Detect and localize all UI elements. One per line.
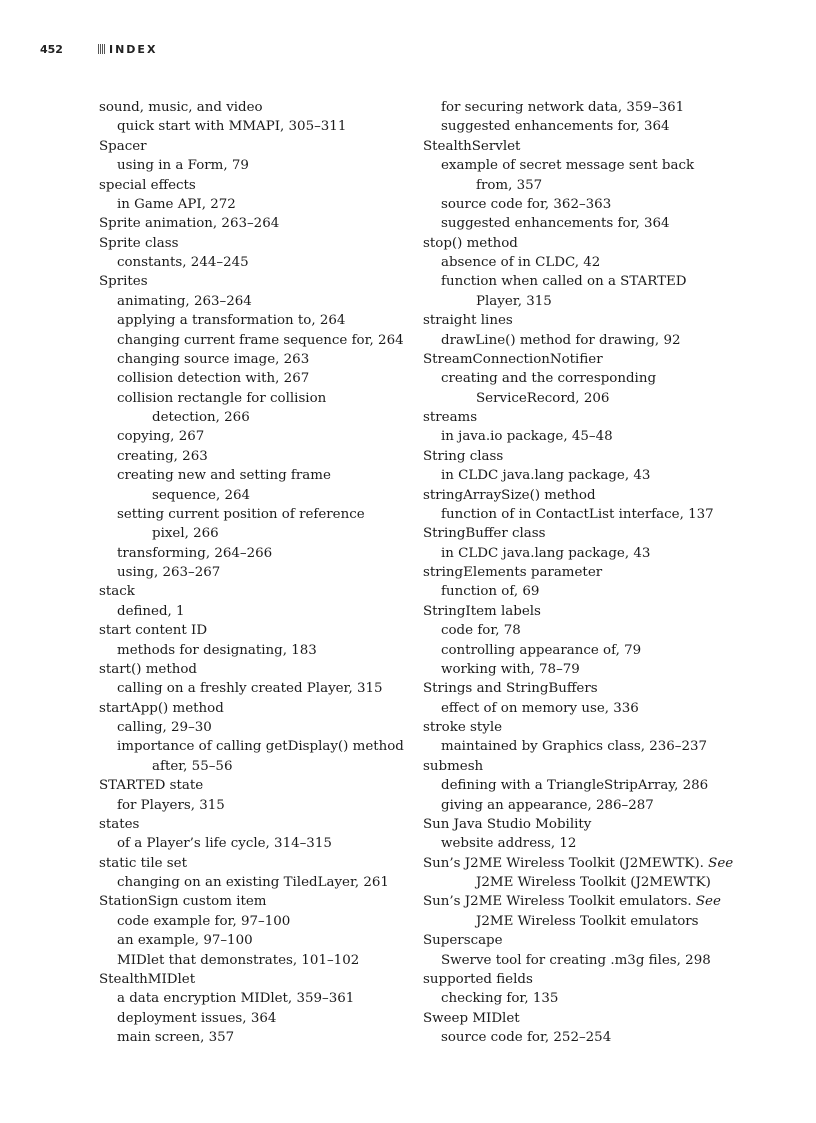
- index-entry: [99, 660, 404, 679]
- index-subentry: [99, 505, 404, 524]
- entry-text: straight lines: [423, 313, 513, 329]
- entry-text: static tile set: [99, 855, 187, 871]
- entry-text: suggested enhancements for, 364: [441, 216, 670, 232]
- index-subentry: [99, 1009, 404, 1028]
- index-subentry: [99, 389, 404, 408]
- index-subentry: [99, 427, 404, 446]
- index-subentry: [423, 951, 728, 970]
- index-subentry: [423, 737, 728, 756]
- index-entry: [423, 854, 734, 873]
- entry-text: function of in ContactList interface, 137: [441, 506, 714, 522]
- entry-text: String class: [423, 448, 504, 464]
- index-entry: [423, 350, 728, 369]
- index-subentry: [99, 292, 404, 311]
- index-subentry: [423, 544, 728, 563]
- entry-text: Spacer: [99, 138, 147, 154]
- entry-text: StringItem labels: [423, 603, 541, 619]
- index-subentry: [99, 331, 404, 350]
- index-subentry: [423, 369, 728, 388]
- index-entry: [99, 854, 404, 873]
- entry-text: Sprite animation, 263–264: [99, 216, 280, 232]
- entry-text: constants, 244–245: [117, 255, 249, 270]
- index-subentry: [99, 544, 404, 563]
- entry-text: in java.io package, 45–48: [441, 429, 613, 445]
- entry-text: calling on a freshly created Player, 315: [117, 681, 383, 697]
- index-subentry: [423, 621, 728, 640]
- index-entry: [423, 970, 728, 989]
- entry-text: stack: [99, 584, 135, 600]
- index-continuation: [423, 912, 728, 931]
- index-subentry: [99, 117, 404, 136]
- entry-text: working with, 78–79: [441, 661, 580, 677]
- index-subentry: [423, 331, 728, 350]
- index-subentry: [423, 834, 728, 853]
- index-entry: [99, 176, 404, 195]
- entry-text: function when called on a STARTED: [441, 274, 687, 290]
- index-subentry: [99, 466, 404, 485]
- entry-text: source code for, 362–363: [441, 196, 612, 212]
- index-entry: [423, 234, 728, 253]
- index-subentry: [99, 350, 404, 369]
- index-subentry: [99, 679, 404, 698]
- entry-text: for securing network data, 359–361: [441, 100, 685, 115]
- entry-text: StationSign custom item: [99, 894, 267, 910]
- index-subentry: [99, 873, 404, 892]
- entry-text: quick start with MMAPI, 305–311: [117, 119, 347, 135]
- entry-text: code example for, 97–100: [117, 913, 291, 929]
- entry-text: J2ME Wireless Toolkit (J2MEWTK): [476, 875, 711, 890]
- index-subentry: [99, 563, 404, 582]
- index-subentry: [99, 912, 404, 931]
- entry-text: using in a Form, 79: [117, 158, 249, 174]
- index-subentry: [423, 1028, 728, 1047]
- entry-text: changing on an existing TiledLayer, 261: [117, 875, 389, 890]
- entry-text: using, 263–267: [117, 565, 221, 580]
- index-entry: [99, 892, 404, 911]
- entry-text: StealthServlet: [423, 138, 521, 154]
- entry-text: deployment issues, 364: [117, 1010, 277, 1026]
- entry-text: defined, 1: [117, 603, 185, 619]
- entry-text: of a Player’s life cycle, 314–315: [117, 836, 332, 852]
- index-continuation: [423, 873, 728, 892]
- entry-text: after, 55–56: [152, 758, 233, 774]
- index-subentry: [99, 931, 404, 950]
- index-continuation: [423, 176, 728, 195]
- entry-text: sound, music, and video: [99, 100, 263, 115]
- index-entry: [423, 447, 728, 466]
- entry-text: MIDlet that demonstrates, 101–102: [117, 952, 360, 968]
- entry-text: StreamConnectionNotifier: [423, 351, 603, 367]
- entry-text: website address, 12: [441, 836, 577, 852]
- entry-text: supported fields: [423, 971, 533, 987]
- entry-text: stringArraySize() method: [423, 487, 596, 503]
- entry-text: changing current frame sequence for, 264: [117, 332, 404, 348]
- entry-text: stringElements parameter: [423, 565, 603, 580]
- index-subentry: [99, 834, 404, 853]
- entry-text: calling, 29–30: [117, 720, 212, 735]
- index-entry: [99, 98, 404, 117]
- section-title: INDEX: [109, 42, 158, 56]
- index-entry: [423, 563, 728, 582]
- entry-text: StealthMIDlet: [99, 971, 196, 987]
- entry-text: Player, 315: [476, 293, 552, 309]
- index-subentry: [423, 272, 728, 291]
- entry-text: suggested enhancements for, 364: [441, 119, 670, 135]
- index-entry: [423, 1009, 728, 1028]
- entry-text: from, 357: [476, 177, 543, 193]
- index-subentry: [423, 195, 728, 214]
- entry-text: creating, 263: [117, 448, 208, 464]
- entry-text: StringBuffer class: [423, 526, 546, 542]
- entry-text: function of, 69: [441, 584, 540, 600]
- index-subentry: [423, 156, 728, 175]
- index-subentry: [99, 195, 404, 214]
- entry-text: for Players, 315: [117, 797, 225, 813]
- index-entry: [423, 815, 728, 834]
- entry-text: a data encryption MIDlet, 359–361: [117, 991, 355, 1007]
- entry-text: creating and the corresponding: [441, 371, 657, 387]
- entry-text: Sun’s J2ME Wireless Toolkit emulators.: [423, 894, 692, 910]
- index-subentry: [423, 582, 728, 601]
- entry-text: in CLDC java.lang package, 43: [441, 468, 651, 484]
- index-entry: [423, 718, 728, 737]
- index-subentry: [423, 466, 728, 485]
- index-subentry: [99, 602, 404, 621]
- index-column-left: [99, 98, 404, 1047]
- entry-text: collision detection with, 267: [117, 371, 310, 387]
- index-entry: [423, 524, 728, 543]
- entry-text: start content ID: [99, 623, 208, 639]
- entry-text: in CLDC java.lang package, 43: [441, 545, 651, 561]
- entry-text: Swerve tool for creating .m3g files, 298: [441, 952, 711, 968]
- index-entry: [423, 679, 728, 698]
- entry-text: J2ME Wireless Toolkit emulators: [476, 913, 699, 929]
- entry-text: defining with a TriangleStripArray, 286: [441, 778, 709, 794]
- entry-text: special effects: [99, 177, 196, 193]
- entry-text: stroke style: [423, 720, 503, 735]
- entry-text: collision rectangle for collision: [117, 390, 327, 406]
- entry-text: Strings and StringBuffers: [423, 681, 598, 697]
- entry-text: Sun Java Studio Mobility: [423, 816, 592, 832]
- index-subentry: [99, 641, 404, 660]
- index-subentry: [99, 718, 404, 737]
- entry-text: states: [99, 816, 140, 832]
- index-subentry: [99, 1028, 404, 1047]
- index-subentry: [423, 253, 728, 272]
- entry-text: streams: [423, 410, 478, 425]
- index-continuation: [423, 292, 728, 311]
- see-reference: See: [695, 894, 721, 910]
- entry-text: changing source image, 263: [117, 351, 310, 367]
- entry-text: sequence, 264: [152, 487, 251, 503]
- index-subentry: [423, 660, 728, 679]
- entry-text: drawLine() method for drawing, 92: [441, 332, 681, 348]
- index-entry: [423, 892, 728, 911]
- index-subentry: [99, 156, 404, 175]
- page-header: [40, 41, 157, 57]
- entry-text: animating, 263–264: [117, 293, 252, 309]
- index-subentry: [423, 505, 728, 524]
- entry-text: importance of calling getDisplay() method: [117, 739, 404, 755]
- index-entry: [99, 970, 404, 989]
- entry-text: an example, 97–100: [117, 933, 253, 949]
- index-continuation: [99, 486, 404, 505]
- entry-text: STARTED state: [99, 778, 204, 794]
- index-entry: [423, 931, 728, 950]
- entry-text: startApp() method: [99, 700, 224, 716]
- index-subentry: [423, 117, 728, 136]
- entry-text: applying a transformation to, 264: [117, 313, 346, 329]
- entry-text: stop() method: [423, 235, 518, 251]
- index-entry: [99, 699, 404, 718]
- entry-text: code for, 78: [441, 623, 521, 639]
- index-entry: [99, 272, 404, 291]
- page-number: 452: [40, 42, 63, 56]
- entry-text: absence of in CLDC, 42: [441, 255, 601, 270]
- entry-text: source code for, 252–254: [441, 1030, 612, 1045]
- entry-text: effect of on memory use, 336: [441, 700, 639, 716]
- entry-text: Sprite class: [99, 235, 179, 251]
- entry-text: detection, 266: [152, 410, 250, 425]
- index-entry: [99, 582, 404, 601]
- index-continuation: [423, 389, 728, 408]
- entry-text: main screen, 357: [117, 1030, 235, 1045]
- entry-text: example of secret message sent back: [441, 158, 695, 174]
- section-marker-icon: [98, 44, 106, 54]
- index-subentry: [423, 796, 728, 815]
- entry-text: checking for, 135: [441, 991, 559, 1007]
- entry-text: Sweep MIDlet: [423, 1010, 520, 1026]
- entry-text: giving an appearance, 286–287: [441, 797, 654, 813]
- index-entry: [99, 815, 404, 834]
- index-subentry: [99, 253, 404, 272]
- index-subentry: [423, 214, 728, 233]
- index-subentry: [99, 989, 404, 1008]
- entry-text: controlling appearance of, 79: [441, 642, 642, 658]
- index-subentry: [99, 951, 404, 970]
- entry-text: submesh: [423, 758, 484, 774]
- index-entry: [99, 621, 404, 640]
- index-subentry: [423, 699, 728, 718]
- index-continuation: [99, 524, 404, 543]
- index-continuation: [99, 408, 404, 427]
- entry-text: pixel, 266: [152, 526, 219, 542]
- entry-text: maintained by Graphics class, 236–237: [441, 739, 708, 755]
- index-entry: [423, 137, 728, 156]
- index-entry: [423, 757, 728, 776]
- entry-text: creating new and setting frame: [117, 468, 331, 484]
- index-subentry: [423, 641, 728, 660]
- entry-text: Superscape: [423, 933, 503, 949]
- index-entry: [423, 602, 728, 621]
- index-column-right: [423, 98, 734, 1047]
- index-subentry: [99, 369, 404, 388]
- index-subentry: [99, 737, 404, 756]
- entry-text: start() method: [99, 661, 197, 677]
- index-entry: [423, 311, 728, 330]
- index-entry: [99, 137, 404, 156]
- see-reference: See: [708, 855, 734, 871]
- index-continuation: [99, 757, 404, 776]
- entry-text: Sprites: [99, 274, 148, 290]
- index-entry: [423, 408, 728, 427]
- index-subentry: [423, 427, 728, 446]
- entry-text: copying, 267: [117, 429, 205, 445]
- entry-text: in Game API, 272: [117, 196, 236, 212]
- index-entry: [99, 776, 404, 795]
- index-subentry: [99, 796, 404, 815]
- index-subentry: [423, 98, 728, 117]
- index-subentry: [423, 989, 728, 1008]
- index-subentry: [423, 776, 728, 795]
- index-entry: [99, 214, 404, 233]
- entry-text: transforming, 264–266: [117, 545, 273, 561]
- section-title-wrap: [98, 43, 157, 56]
- entry-text: Sun’s J2ME Wireless Toolkit (J2MEWTK).: [423, 855, 704, 871]
- index-entry: [423, 486, 728, 505]
- index-subentry: [99, 447, 404, 466]
- index-subentry: [99, 311, 404, 330]
- index-entry: [99, 234, 404, 253]
- entry-text: ServiceRecord, 206: [476, 390, 610, 406]
- entry-text: methods for designating, 183: [117, 642, 317, 658]
- entry-text: setting current position of reference: [117, 506, 365, 522]
